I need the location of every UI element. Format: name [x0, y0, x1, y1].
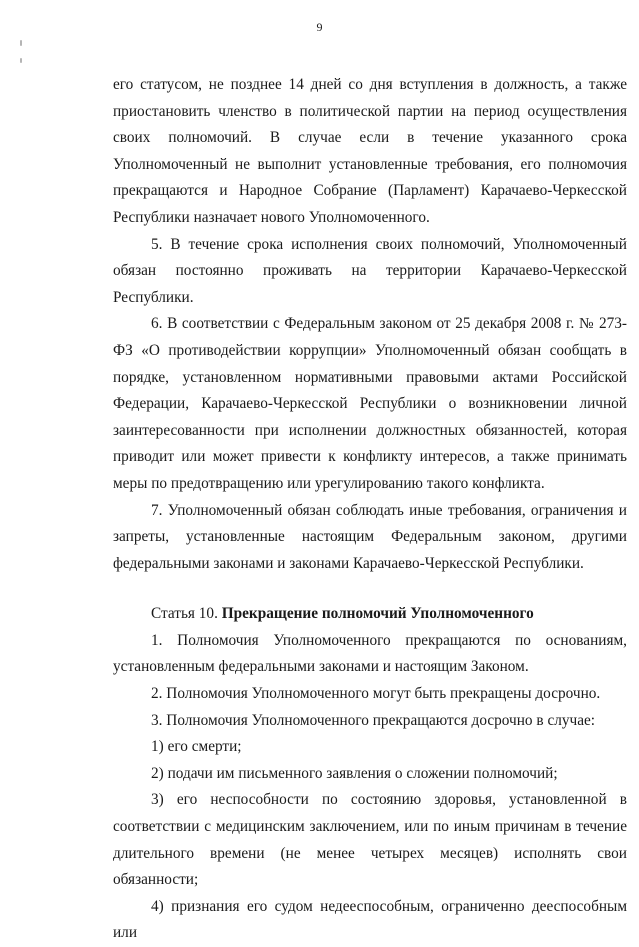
list-item: 3) его неспособности по состоянию здоровья, установленной в соответствии с медицинским заключением, или по иным причинам в течение длительного времени (не менее четырех месяцев) исполнять свои обязанности;	[113, 791, 627, 889]
paragraph: 7. Уполномоченный обязан соблюдать иные требования, ограничения и запреты, установленные настоящим Федеральным законом, другими федеральными законами и законами Карачаево-Черкесской Республики.	[113, 501, 627, 572]
paragraph: 5. В течение срока исполнения своих полномочий, Уполномоченный обязан постоянно проживать на территории Карачаево-Черкесской Республики.	[113, 235, 627, 306]
document-body	[113, 72, 627, 947]
scan-artifact	[20, 58, 22, 63]
paragraph: 6. В соответствии с Федеральным законом от 25 декабря 2008 г. № 273-ФЗ «О противодействии коррупции» Уполномоченный обязан сообщать в порядке, установленном нормативными правовыми актами Российской Федерации, Карачаево-Черкесской Республики о возникновении личной заинтересованности при исполнении должностных обязанностей, которая приводит или может привести к конфликту интересов, а также принимать меры по предотвращению или урегулированию такого конфликта.	[113, 315, 627, 492]
paragraph: 1. Полномочия Уполномоченного прекращаются по основаниям, установленным федеральными законами и настоящим Законом.	[113, 631, 627, 676]
list-item: 1) его смерти;	[151, 738, 242, 756]
scan-artifact	[20, 40, 22, 46]
paragraph: его статусом, не позднее 14 дней со дня вступления в должность, а также приостановить членство в политической партии на период осуществления своих полномочий. В случае если в течение указанного срока Уполномоченный не выполнит установленные требования, его полномочия прекращаются и Народное Собрание (Парламент) Карачаево-Черкесской Республики назначает нового Уполномоченного.	[113, 76, 627, 226]
spacer	[113, 577, 627, 601]
article-title: Прекращение полномочий Уполномоченного	[221, 605, 534, 623]
list-item: 4) признания его судом недееспособным, ограниченно дееспособным или	[113, 897, 627, 942]
article-prefix: Статья 10.	[151, 605, 222, 623]
paragraph: 3. Полномочия Уполномоченного прекращаются досрочно в случае:	[151, 711, 596, 729]
article-heading	[113, 601, 627, 628]
list-item: 2) подачи им письменного заявления о сложении полномочий;	[151, 764, 558, 782]
page-number: 9	[316, 20, 323, 34]
paragraph: 2. Полномочия Уполномоченного могут быть прекращены досрочно.	[151, 685, 601, 703]
